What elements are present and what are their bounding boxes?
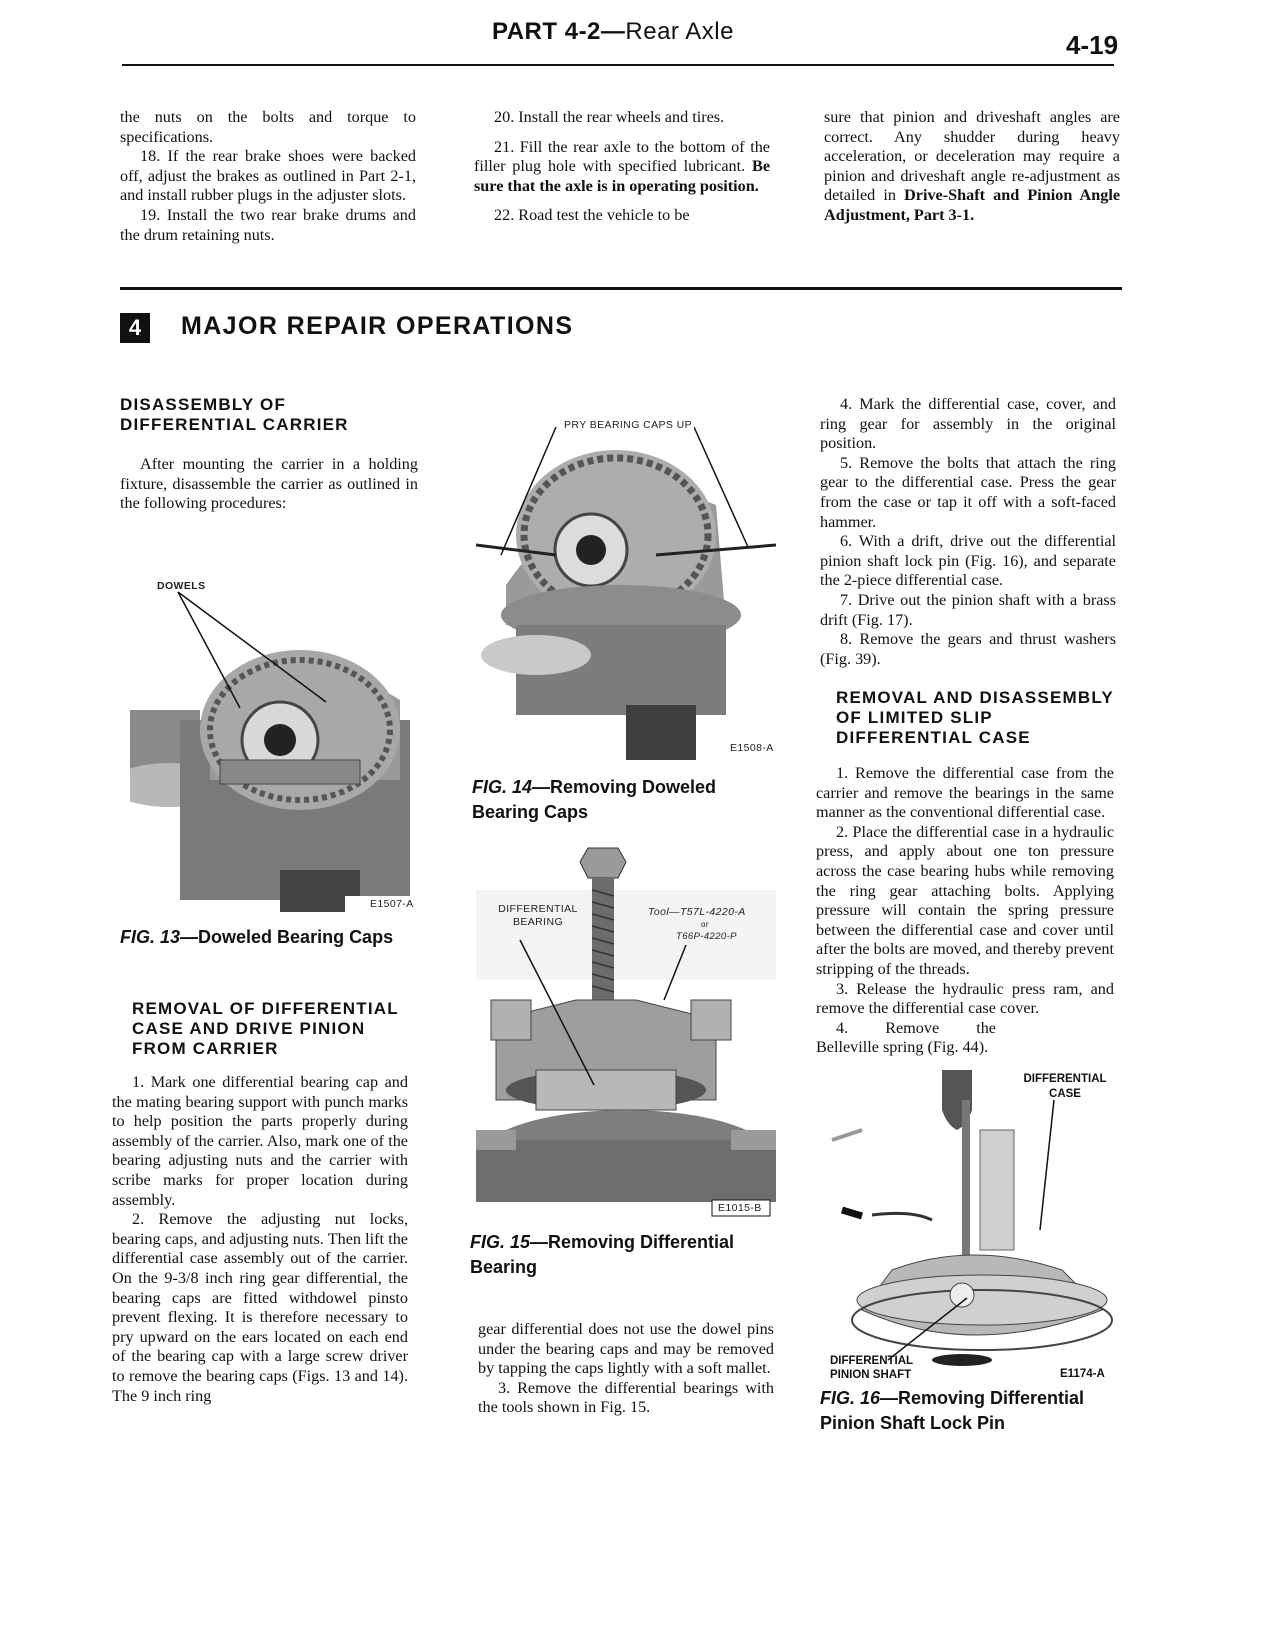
header-rule bbox=[122, 64, 1114, 66]
figure-13-code: E1507-A bbox=[370, 898, 414, 910]
paragraph: 5. Remove the bolts that attach the ring gear to the differential case. Press the gear from the case or tap it off with a soft-faced hammer. bbox=[820, 453, 1116, 531]
figure-14-photo bbox=[476, 415, 776, 760]
top-column-2 bbox=[474, 108, 770, 226]
paragraph: 19. Install the two rear brake drums and the drum retaining nuts. bbox=[120, 205, 416, 244]
figure-15-photo bbox=[476, 840, 776, 1220]
paragraph: 8. Remove the gears and thrust washers (Fig. 39). bbox=[820, 630, 1116, 668]
paragraph: the nuts on the bolts and torque to specifications. bbox=[120, 108, 416, 146]
section-title: MAJOR REPAIR OPERATIONS bbox=[181, 312, 574, 340]
right-body-1 bbox=[820, 395, 1116, 669]
top-column-3 bbox=[824, 108, 1120, 226]
figure-16-code: E1174-A bbox=[1060, 1368, 1105, 1380]
figure-16-label-pinion-shaft: DIFFERENTIAL PINION SHAFT bbox=[830, 1355, 913, 1381]
figure-16-photo bbox=[822, 1070, 1122, 1370]
paragraph: 22. Road test the vehicle to be bbox=[494, 206, 690, 225]
left-body bbox=[112, 1073, 408, 1406]
page-header: PART 4-2—Rear Axle bbox=[492, 18, 734, 45]
paragraph: 4. Mark the differential case, cover, and ring gear for assembly in the original position. bbox=[820, 395, 1116, 453]
figure-15-code: E1015-B bbox=[718, 1202, 762, 1214]
paragraph: 2. Remove the adjusting nut locks, bearing caps, and adjusting nuts. Then lift the differential case assembly out of the carrier. On the 9-3/8 inch ring gear differential, the bearing caps are fitted withdowel pinsto prevent flexing. It is therefore necessary to pry upward on the ears located on each end of the bearing cap with a large screw driver to remove the bearing caps (Figs. 13 and 14). The 9 inch ring bbox=[112, 1210, 408, 1405]
figure-16-label-case: DIFFERENTIAL CASE bbox=[1023, 1073, 1107, 1100]
section-number-box: 4 bbox=[120, 313, 150, 343]
paragraph: 3. Release the hydraulic press ram, and remove the differential case cover. bbox=[816, 979, 1114, 1018]
intro-paragraph: After mounting the carrier in a holding fixture, disassemble the carrier as outlined in the following procedures: bbox=[120, 455, 418, 513]
part-number: PART 4-2 bbox=[492, 18, 601, 45]
middle-body bbox=[478, 1320, 774, 1418]
paragraph: 1. Remove the differential case from the carrier and remove the bearings in the same manner as the conventional differential case. bbox=[816, 764, 1114, 822]
figure-14-code: E1508-A bbox=[730, 742, 774, 754]
paragraph: sure that pinion and driveshaft angles are correct. Any shudder during heavy acceleration, or deceleration may require a pinion and driveshaft angle re-adjustment as detailed in Drive-Shaft and Pinion Angle Adjustment, Part 3-1. bbox=[824, 108, 1121, 224]
paragraph: 3. Remove the differential bearings with the tools shown in Fig. 15. bbox=[478, 1378, 774, 1417]
paragraph: 4. Remove the Belleville spring (Fig. 44). bbox=[816, 1018, 996, 1057]
paragraph: 18. If the rear brake shoes were backed off, adjust the brakes as outlined in Part 2-1, and install rubber plugs in the adjuster slots. bbox=[120, 147, 416, 205]
figure-15-label-bearing: DIFFERENTIAL BEARING bbox=[498, 903, 578, 928]
figure-13-photo bbox=[130, 590, 415, 912]
paragraph: gear differential does not use the dowel pins under the bearing caps and may be removed by tapping the caps lightly with a soft mallet. bbox=[478, 1320, 774, 1378]
part-title: Rear Axle bbox=[625, 18, 734, 45]
figure-16-caption: FIG. 16—Removing Differential Pinion Shaft Lock Pin bbox=[820, 1388, 1085, 1433]
figure-13-label-dowels: DOWELS bbox=[157, 580, 206, 592]
figure-15-tool-1: Tool—T57L-4220-A bbox=[648, 906, 746, 918]
figure-14-caption: FIG. 14—Removing Doweled Bearing Caps bbox=[472, 777, 717, 822]
figure-15-tool-or: or bbox=[701, 920, 709, 929]
section-rule bbox=[120, 287, 1122, 290]
figure-15-caption: FIG. 15—Removing Differential Bearing bbox=[470, 1232, 735, 1277]
heading-limited-slip: REMOVAL AND DISASSEMBLY OF LIMITED SLIP DIFFERENTIAL CASE bbox=[836, 688, 1114, 747]
figure-14-label: PRY BEARING CAPS UP bbox=[564, 419, 693, 431]
figure-15-tool-2: T66P-4220-P bbox=[676, 931, 737, 942]
top-column-1 bbox=[120, 108, 416, 245]
paragraph: 7. Drive out the pinion shaft with a brass drift (Fig. 17). bbox=[820, 590, 1116, 629]
paragraph: 20. Install the rear wheels and tires. bbox=[494, 108, 725, 126]
heading-disassembly: DISASSEMBLY OF DIFFERENTIAL CARRIER bbox=[120, 395, 349, 434]
paragraph: 6. With a drift, drive out the differential pinion shaft lock pin (Fig. 16), and separate the 2-piece differential case. bbox=[820, 532, 1116, 590]
heading-removal-case: REMOVAL OF DIFFERENTIAL CASE AND DRIVE PINION FROM CARRIER bbox=[132, 999, 399, 1058]
paragraph: 2. Place the differential case in a hydraulic press, and apply about one ton pressure across the case bearing hubs while removing the ring gear attaching bolts. Applying pressure will contain the spring pressure between the differential case and cover until after the bolts are moved, and thereby prevent stripping of the threads. bbox=[816, 822, 1114, 978]
paragraph: 1. Mark one differential bearing cap and the mating bearing support with punch marks to help position the parts properly during assembly of the carrier. Also, mark one of the bearing adjusting nuts and the carrier with scribe marks for proper location during assembly. bbox=[112, 1073, 408, 1209]
figure-13-caption: FIG. 13—Doweled Bearing Caps bbox=[120, 927, 394, 947]
paragraph: 21. Fill the rear axle to the bottom of the filler plug hole with specified lubricant. Be sure that the axle is in operating position. bbox=[474, 137, 770, 195]
page-number: 4-19 bbox=[1066, 30, 1119, 60]
right-body-2 bbox=[816, 764, 1114, 1058]
